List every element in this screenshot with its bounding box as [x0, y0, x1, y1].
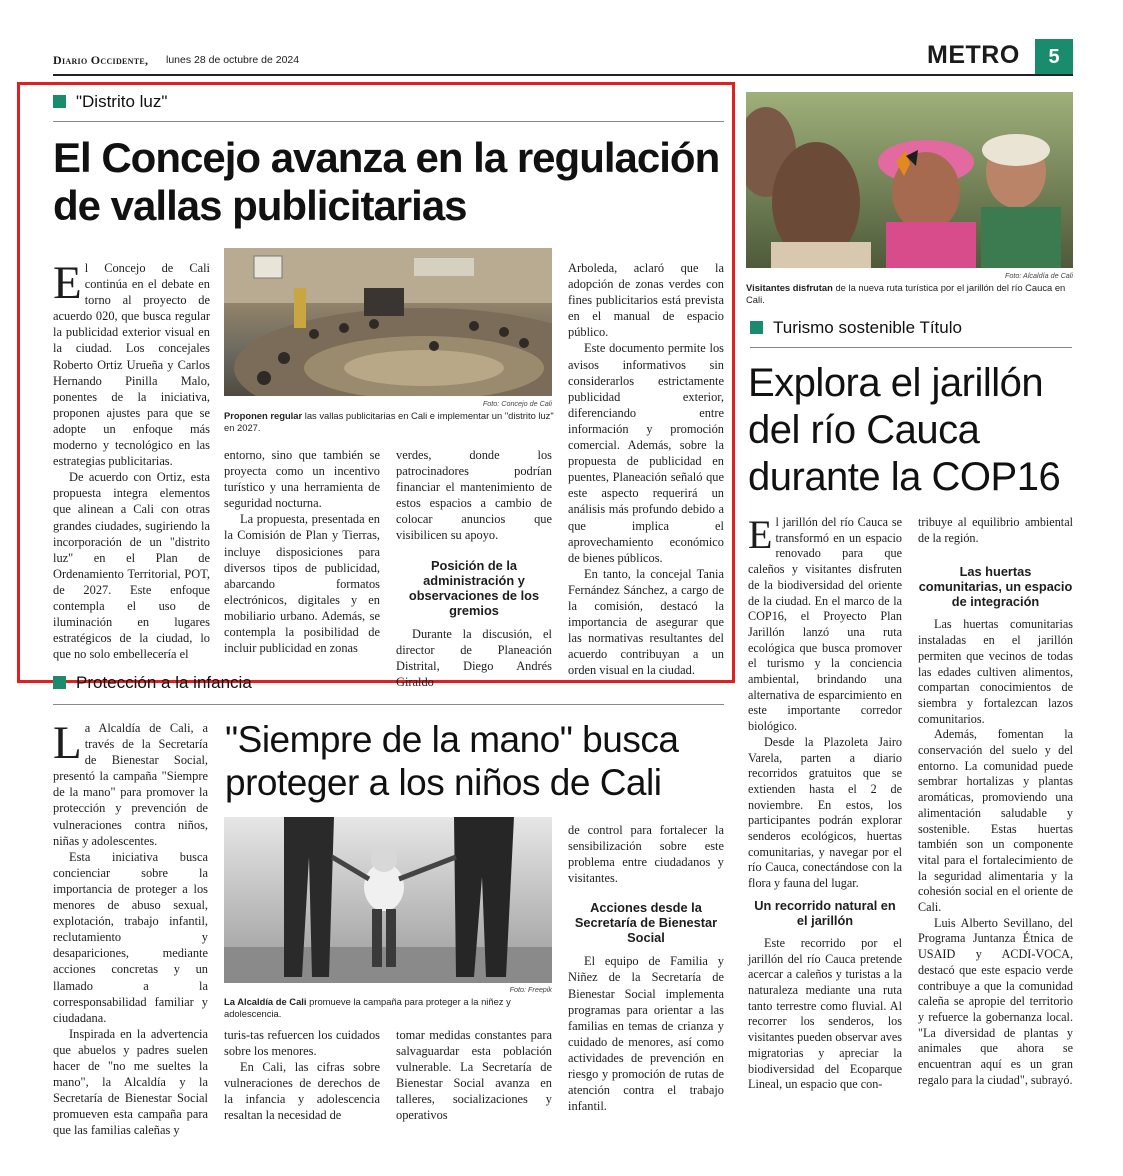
kicker-text: Turismo sostenible Título [773, 318, 962, 337]
subheading: Un recorrido natural en el jarillón [754, 897, 896, 928]
photo-caption [746, 282, 1076, 306]
article2-headline: Explora el jarillón del río Cauca durante la COP16 [748, 361, 1061, 499]
subheading: Las huertas comunitarias, un espacio de integración [918, 564, 1073, 610]
article3-col1 [53, 717, 208, 1138]
kicker-rule [53, 704, 724, 705]
photo-credit: Foto: Alcaldía de Cali [1004, 271, 1073, 280]
caption-lead: Visitantes disfrutan [746, 282, 833, 293]
paragraph: turis-tas refuercen los cuidados sobre los menores. [224, 1028, 380, 1059]
caption-text: las vallas publicitarias en Cali e implementar un "distrito luz" en 2027. [224, 410, 554, 433]
caption-text: de la nueva ruta turística por el jarillón del río Cauca en Cali. [746, 282, 1066, 305]
dropcap: E [748, 512, 773, 557]
article2-kicker [750, 318, 962, 338]
paper-name: Diario Occidente, [53, 53, 149, 67]
issue-date: lunes 28 de octubre de 2024 [166, 54, 300, 66]
article3-headline: "Siempre de la mano" busca proteger a los niños de Cali [225, 719, 679, 803]
caption-text: promueve la campaña para proteger a la niñez y adolescencia. [224, 996, 511, 1019]
paragraph: verdes, donde los patrocinadores podrían financiar el mantenimiento de estos espacios a cambio de colocar anuncios que visibilicen su apoyo. [396, 448, 552, 543]
article1-kicker [53, 92, 167, 112]
subheading: Acciones desde la Secretaría de Bienestar Social [574, 900, 718, 946]
family-holding-hands-photo [224, 817, 552, 983]
article2-col2 [918, 515, 1073, 1089]
photo-credit: Foto: Freepik [509, 985, 552, 994]
article2-col1 [748, 512, 902, 1093]
dropcap: L [53, 717, 82, 769]
paragraph: Arboleda, aclaró que la adopción de zonas verdes con fines publicitarios está prevista en el manual de espacio público. [568, 261, 724, 340]
paragraph: Este recorrido por el jarillón del río Cauca pretende acercar a caleños y turistas a la naturaleza mediante una ruta tanto terrestre como fluvial. Al recorrer los senderos, los visitantes pueden observar aves migratorias y apreciar la biodiversidad del Ecoparque Lineal, un espacio que con- [748, 935, 902, 1092]
visitors-illustration [746, 92, 1073, 268]
kicker-rule [53, 121, 724, 122]
article1-headline: El Concejo avanza en la regulación de vallas publicitarias [53, 134, 720, 229]
paragraph: Luis Alberto Sevillano, del Programa Juntanza Étnica de USAID y ACDI-VOCA, destacó que este espacio verde contribuye a que la comunidad caleña se apropie del territorio y refuerce la gobernanza local. "La diversidad de plantas y animales que ahora se encuentran aquí es un gran regalo para la ciudad", subrayó. [918, 915, 1073, 1087]
article3-col4 [568, 822, 724, 1114]
article3-col2 [224, 1027, 380, 1124]
paragraph: Inspirada en la advertencia que abuelos y padres suelen hacer de "no me sueltes la mano", la Alcaldía y la Secretaría de Bienestar Social promueven esta campaña para que las familias caleñas y [53, 1026, 208, 1138]
paragraph: En tanto, la concejal Tania Fernández Sánchez, a cargo de la comisión, destacó la importancia de asegurar que las normativas resultantes del acuerdo contribuyan a un orden visual en la ciudad. [568, 566, 724, 678]
paragraph: entorno, sino que también se proyecta como un incentivo turístico y una herramienta de seguridad nocturna. [224, 448, 380, 511]
article3-kicker [53, 673, 252, 693]
dropcap: E [53, 257, 82, 309]
paragraph: Desde la Plazoleta Jairo Varela, parten a diario recorridos gratuitos que se extienden hasta el 2 de noviembre. En estos, los participantes podrán explorar senderos ecológicos, huertas comunitarias, y navegar por el río Cauca, conectándose con la flora y fauna del lugar. [748, 734, 902, 891]
section-name: METRO [927, 41, 1020, 69]
paragraph: de control para fortalecer la sensibilización sobre este problema entre ciudadanos y visitantes. [568, 823, 724, 886]
subheading: Posición de la administración y observaciones de los gremios [408, 557, 540, 618]
paragraph: La propuesta, presentada en la Comisión de Plan y Tierras, incluye disposiciones para diversos tipos de publicidad, abarcando formatos electrónicos, digitales y en mobiliario urbano. Además, se contempla la posibilidad de incluir publicidad en zonas [224, 512, 380, 656]
caption-lead: Proponen regular [224, 410, 303, 421]
visitors-butterfly-photo [746, 92, 1073, 268]
council-session-photo [224, 248, 552, 396]
kicker-rule [750, 347, 1072, 348]
photo-caption [224, 410, 554, 434]
kicker-square-icon [53, 676, 66, 689]
article3-col3 [396, 1027, 552, 1124]
paragraph: a Alcaldía de Cali, a través de la Secretaría de Bienestar Social, presentó la campaña "Siempre de la mano" para promover la protección y prevención de vulneraciones contra niños, niñas y adolescentes. [53, 721, 208, 848]
kicker-text: Protección a la infancia [76, 673, 252, 692]
masthead-rule [53, 74, 1073, 76]
family-illustration [224, 817, 552, 983]
paragraph: Las huertas comunitarias instaladas en el jarillón permiten que vecinos de todas las edades cultiven alimentos, compartan conocimientos de siembra y fortalezcan lazos comunitarios. [918, 617, 1073, 726]
page-number: 5 [1035, 39, 1073, 75]
paragraph: En Cali, las cifras sobre vulneraciones de derechos de la infancia y adolescencia resaltan la necesidad de [224, 1060, 380, 1123]
article1-col3 [396, 447, 552, 690]
paragraph: De acuerdo con Ortiz, esta propuesta integra elementos que alinean a Cali con otras grandes ciudades, sugiriendo la incorporación de un "distrito luz" en el Plan de Ordenamiento Territorial, POT, de 2027. Este enfoque contempla el uso de iluminación en lugares estratégicos de la ciudad, lo que no solo embellecería el [53, 470, 210, 662]
kicker-text: "Distrito luz" [76, 92, 168, 111]
paragraph: Este documento permite los avisos informativos sin considerarlos estrictamente publicidad exterior, diferenciando entre información y promoción comercial. Además, sobre la propuesta de publicidad en puentes, Planeación señaló que este aspecto requerirá un análisis más profundo debido a que implica el aprovechamiento económico de bienes públicos. [568, 341, 724, 565]
paragraph: l Concejo de Cali continúa en el debate en torno al proyecto de acuerdo 020, que busca regular la publicidad exterior visual en la ciudad. Los concejales Roberto Ortiz Urueña y Carlos Hernando Pinilla Malo, ponentes de la iniciativa, proponen ajustes para que se adopte un enfoque más moderno y tecnológico en las estrategias publicitarias. [53, 261, 210, 469]
kicker-square-icon [750, 321, 763, 334]
paragraph: tomar medidas constantes para salvaguardar esta población vulnerable. La Secretaría de Bienestar Social avanza en talleres, socializaciones y operativos [396, 1028, 552, 1123]
council-chamber-illustration [224, 248, 552, 396]
photo-caption [224, 996, 564, 1020]
paragraph: Esta iniciativa busca concienciar sobre la importancia de proteger a los menores de abuso sexual, explotación, trabajo infantil, reclutamiento y desapariciones, mediante acciones concretas y un llamado a la corresponsabilidad familiar y ciudadana. [53, 849, 208, 1025]
paragraph: l jarillón del río Cauca se transformó en un espacio renovado para que caleños y visitantes disfruten de la biodiversidad del oriente de la ciudad. En el marco de la COP16, el Proyecto Plan Jarillón lanzó una ruta ecológica que busca promover el turismo y la conciencia ambiental, brindando una alternativa de esparcimiento en este importante corredor biológico. [748, 515, 902, 734]
paragraph: tribuye al equilibrio ambiental de la región. [918, 515, 1073, 545]
paragraph: Además, fomentan la conservación del suelo y del entorno. La comunidad puede sembrar hortalizas y plantas aromáticas, promoviendo una alimentación saludable y sostenible. Estas huertas también son un componente vital para el fortalecimiento de la seguridad alimentaria y la cohesión social en el oriente de Cali. [918, 727, 1073, 915]
article1-col4 [568, 260, 724, 678]
caption-lead: La Alcaldía de Cali [224, 996, 307, 1007]
article1-col1 [53, 257, 210, 662]
paragraph: El equipo de Familia y Niñez de la Secretaría de Bienestar Social implementa programas para orientar a las familias en temas de crianza y cuidado de menores, así como actividades de prevención en riesgo y promoción de rutas de atención contra el trabajo infantil. [568, 954, 724, 1114]
article1-col2 [224, 447, 380, 656]
kicker-square-icon [53, 95, 66, 108]
photo-credit: Foto: Concejo de Cali [482, 399, 552, 408]
paragraph: Durante la discusión, el director de Planeación Distrital, Diego Andrés Giraldo [396, 626, 552, 689]
